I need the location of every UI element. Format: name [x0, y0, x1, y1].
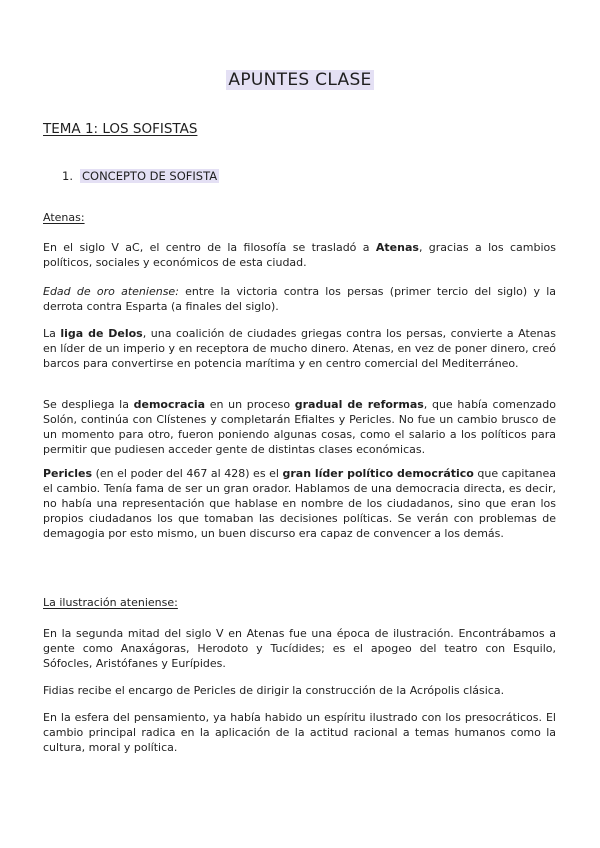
paragraph-atenas-3: La liga de Delos, una coalición de ciudades griegas contra los persas, convierte a Atenas en líder de un imperio y en receptora de mucho dinero. Atenas, en vez de poner dinero, creó barcos para convertirse en potencia marítima y en centro comercial del Mediterráneo.: [43, 327, 556, 370]
paragraph-atenas-4: Se despliega la democracia en un proceso gradual de reformas, que había comenzado Solón, continúa con Clístenes y completarán Efialtes y Pericles. No fue un cambio brusco de un momento para otro, fueron poniendo algunas cosas, como el salario a los políticos para permitir que pudiesen acceder gente de distintas clases económicas.: [43, 398, 556, 456]
paragraph-atenas-1: En el siglo V aC, el centro de la filosofía se trasladó a Atenas, gracias a los cambios políticos, sociales y económicos de esta ciudad.: [43, 241, 556, 269]
section-number: 1.: [62, 169, 73, 183]
subheading-ilustracion: La ilustración ateniense:: [43, 596, 178, 609]
subheading-atenas: Atenas:: [43, 211, 85, 224]
page-title-text: APUNTES CLASE: [228, 70, 372, 90]
paragraph-ilustracion-1: En la segunda mitad del siglo V en Atenas fue una época de ilustración. Encontrábamos a gente como Anaxágoras, Herodoto y Tucídides; es el apogeo del teatro con Esquilo, Sófocles, Aristófanes y Eurípides.: [43, 627, 556, 670]
section-heading-concepto: [62, 169, 219, 183]
paragraph-ilustracion-2: Fidias recibe el encargo de Pericles de dirigir la construcción de la Acrópolis clásica.: [43, 684, 505, 697]
paragraph-ilustracion-3: En la esfera del pensamiento, ya había habido un espíritu ilustrado con los presocráticos. El cambio principal radica en la aplicación de la actitud racional a temas humanos como la cultura, moral y política.: [43, 711, 556, 754]
topic-heading: TEMA 1: LOS SOFISTAS: [43, 121, 198, 137]
section-label: CONCEPTO DE SOFISTA: [82, 169, 218, 183]
paragraph-atenas-2: Edad de oro ateniense: entre la victoria contra los persas (primer tercio del siglo) y la derrota contra Esparta (a finales del siglo).: [43, 285, 556, 313]
paragraph-atenas-5: Pericles (en el poder del 467 al 428) es el gran líder político democrático que capitanea el cambio. Tenía fama de ser un gran orador. Hablamos de una democracia directa, es decir, no había una representación que hablase en nombre de los ciudadanos, sino que eran los propios ciudadanos los que tomaban las decisiones políticas. Se verán con problemas de demagogia por esto mismo, un buen discurso era capaz de convencer a los demás.: [43, 467, 557, 540]
page-title: [0, 70, 600, 90]
